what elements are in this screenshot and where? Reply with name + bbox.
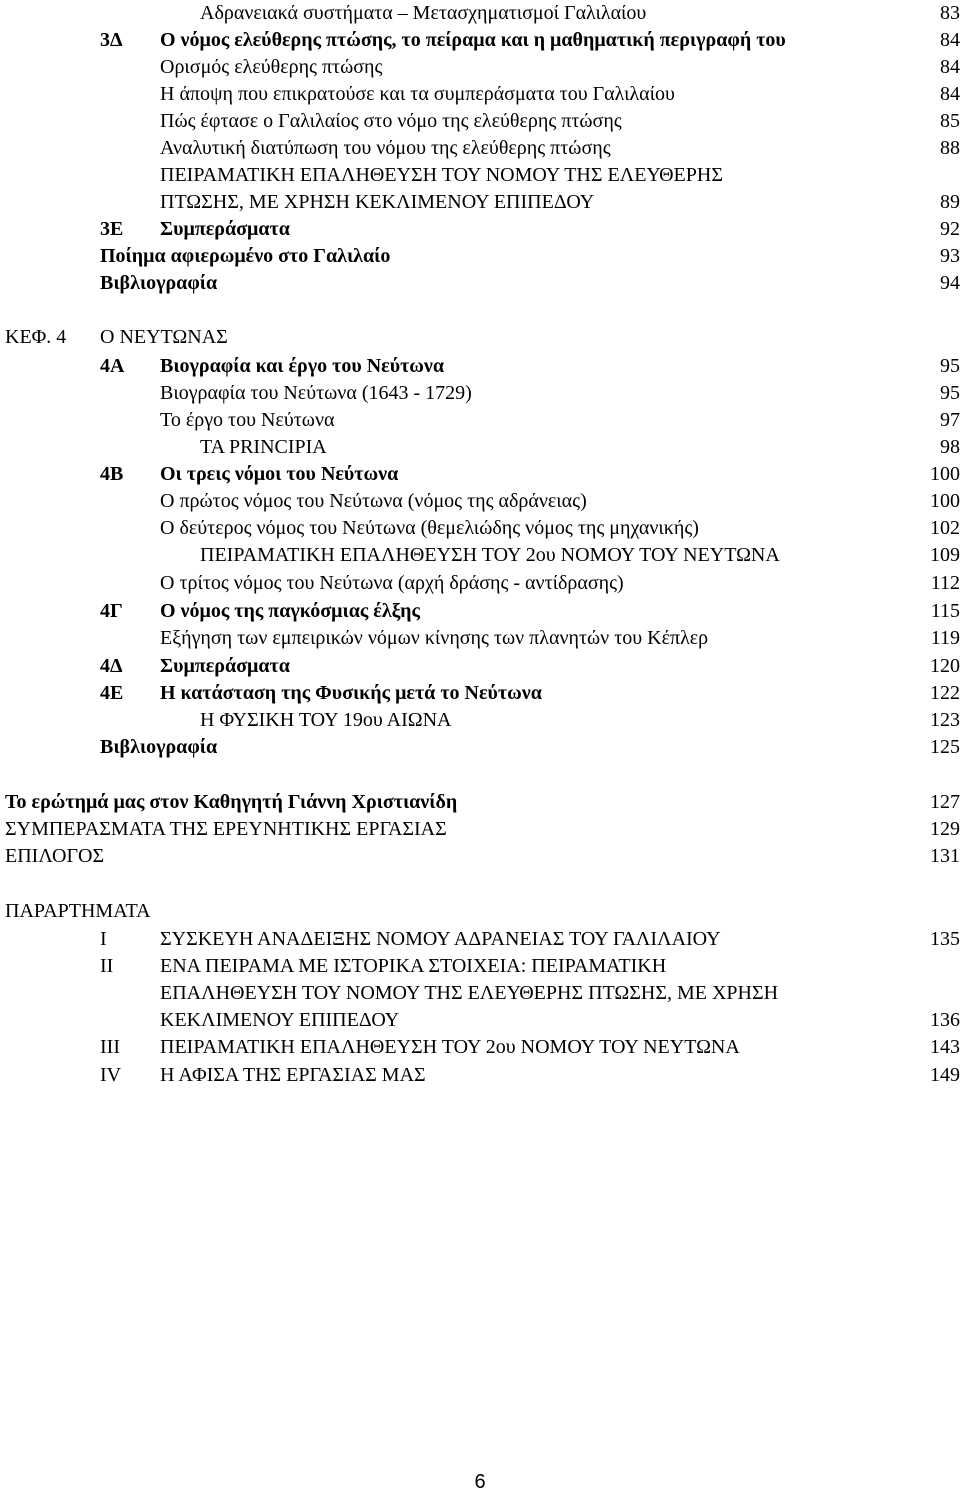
toc-entry-page: 131 [930,845,960,867]
toc-entry-page: 83 [940,2,960,24]
toc-entry-title: Η κατάσταση της Φυσικής μετά το Νεύτωνα [160,682,542,704]
chapter-title: Ο ΝΕΥΤΩΝΑΣ [100,326,228,348]
toc-entry-page: 102 [930,517,960,539]
section-code: 4Ε [100,682,124,704]
appendix-title-cont: ΚΕΚΛΙΜΕΝΟΥ ΕΠΙΠΕΔΟΥ [160,1009,400,1031]
toc-entry-page: 84 [940,83,960,105]
toc-entry-page: 84 [940,29,960,51]
toc-entry-title: ΠΕΙΡΑΜΑΤΙΚΗ ΕΠΑΛΗΘΕΥΣΗ ΤΟΥ ΝΟΜΟΥ ΤΗΣ ΕΛΕΥΘΕΡΗΣ [160,164,723,186]
toc-entry-title: Εξήγηση των εμπειρικών νόμων κίνησης των πλανητών του Κέπλερ [160,627,709,649]
toc-entry-page: 120 [930,655,960,677]
toc-entry-title: Το ερώτημά μας στον Καθηγητή Γιάννη Χριστιανίδη [5,791,458,813]
page-number: 6 [474,1471,486,1493]
appendices-heading: ΠΑΡΑΡΤΗΜΑΤΑ [5,900,151,922]
toc-entry-title: Συμπεράσματα [160,655,290,677]
appendix-title: ΕΝΑ ΠΕΙΡΑΜΑ ΜΕ ΙΣΤΟΡΙΚΑ ΣΤΟΙΧΕΙΑ: ΠΕΙΡΑΜΑΤΙΚΗ [160,955,667,977]
toc-entry-page: 123 [930,709,960,731]
toc-entry-page: 84 [940,56,960,78]
toc-entry-page: 136 [930,1009,960,1031]
toc-entry-title: Οι τρεις νόμοι του Νεύτωνα [160,463,399,485]
toc-entry-title: ΕΠΙΛΟΓΟΣ [5,845,105,867]
chapter-label: ΚΕΦ. 4 [5,326,67,348]
appendix-title: ΠΕΙΡΑΜΑΤΙΚΗ ΕΠΑΛΗΘΕΥΣΗ ΤΟΥ 2ου ΝΟΜΟΥ ΤΟΥ ΝΕΥΤΩΝΑ [160,1036,740,1058]
toc-entry-title: Βιβλιογραφία [100,272,218,294]
toc-entry-title: Η ΦΥΣΙΚΗ ΤΟΥ 19ου ΑΙΩΝΑ [200,709,452,731]
toc-entry-page: 100 [930,490,960,512]
toc-entry-page: 85 [940,110,960,132]
toc-entry-title: Η άποψη που επικρατούσε και τα συμπεράσματα του Γαλιλαίου [160,83,675,105]
toc-entry-title: Το έργο του Νεύτωνα [160,409,335,431]
toc-entry-page: 129 [930,818,960,840]
toc-entry-page: 95 [940,382,960,404]
section-code: 4Α [100,355,125,377]
toc-entry-title: Βιογραφία και έργο του Νεύτωνα [160,355,445,377]
toc-entry-title: Ορισμός ελεύθερης πτώσης [160,56,383,78]
toc-entry-page: 100 [930,463,960,485]
toc-entry-page: 92 [940,218,960,240]
appendix-number: I [100,928,107,950]
appendix-number: IV [100,1064,122,1086]
section-code: 4Γ [100,600,123,622]
toc-entry-page: 97 [940,409,960,431]
toc-entry-page: 149 [930,1064,960,1086]
toc-entry-page: 98 [940,436,960,458]
toc-entry-title: Συμπεράσματα [160,218,290,240]
appendix-number: II [100,955,114,977]
toc-entry-title: Ποίημα αφιερωμένο στο Γαλιλαίο [100,245,391,267]
section-code: 4Δ [100,655,123,677]
appendix-title: ΣΥΣΚΕΥΗ ΑΝΑΔΕΙΞΗΣ ΝΟΜΟΥ ΑΔΡΑΝΕΙΑΣ ΤΟΥ ΓΑΛΙΛΑΙΟΥ [160,928,721,950]
toc-entry-title: Αδρανειακά συστήματα – Μετασχηματισμοί Γαλιλαίου [200,2,647,24]
toc-entry-title: Ο νόμος της παγκόσμιας έλξης [160,600,420,622]
toc-entry-title: Βιβλιογραφία [100,736,218,758]
toc-entry-title: Ο πρώτος νόμος του Νεύτωνα (νόμος της αδράνειας) [160,490,587,512]
toc-entry-page: 127 [930,791,960,813]
toc-entry-page: 143 [930,1036,960,1058]
toc-entry-title: Βιογραφία του Νεύτωνα (1643 - 1729) [160,382,472,404]
toc-entry-page: 93 [940,245,960,267]
toc-entry-page: 122 [930,682,960,704]
toc-entry-page: 95 [940,355,960,377]
appendix-number: III [100,1036,120,1058]
toc-entry-page: 109 [930,544,960,566]
section-code: 4Β [100,463,124,485]
toc-entry-page: 119 [930,627,960,649]
appendix-title-cont: ΕΠΑΛΗΘΕΥΣΗ ΤΟΥ ΝΟΜΟΥ ΤΗΣ ΕΛΕΥΘΕΡΗΣ ΠΤΩΣΗΣ, ΜΕ ΧΡΗΣΗ [160,982,779,1004]
toc-entry-page: 135 [930,928,960,950]
toc-entry-page: 125 [930,736,960,758]
section-code: 3Ε [100,218,124,240]
toc-entry-page: 89 [940,191,960,213]
toc-entry-title: ΣΥΜΠΕΡΑΣΜΑΤΑ ΤΗΣ ΕΡΕΥΝΗΤΙΚΗΣ ΕΡΓΑΣΙΑΣ [5,818,447,840]
toc-entry-page: 88 [940,137,960,159]
toc-entry-title: ΤΑ PRINCIPIA [200,436,327,458]
toc-entry-page: 115 [930,600,960,622]
toc-entry-title-cont: ΠΤΩΣΗΣ, ΜΕ ΧΡΗΣΗ ΚΕΚΛΙΜΕΝΟΥ ΕΠΙΠΕΔΟΥ [160,191,595,213]
toc-entry-title: Ο νόμος ελεύθερης πτώσης, το πείραμα και η μαθηματική περιγραφή του [160,29,786,51]
toc-entry-title: Αναλυτική διατύπωση του νόμου της ελεύθερης πτώσης [160,137,611,159]
toc-entry-page: 112 [930,572,960,594]
toc-entry-page: 94 [940,272,960,294]
appendix-title: Η ΑΦΙΣΑ ΤΗΣ ΕΡΓΑΣΙΑΣ ΜΑΣ [160,1064,426,1086]
toc-entry-title: Ο δεύτερος νόμος του Νεύτωνα (θεμελιώδης νόμος της μηχανικής) [160,517,699,539]
section-code: 3Δ [100,29,123,51]
toc-entry-title: Ο τρίτος νόμος του Νεύτωνα (αρχή δράσης - αντίδρασης) [160,572,624,594]
toc-entry-title: ΠΕΙΡΑΜΑΤΙΚΗ ΕΠΑΛΗΘΕΥΣΗ ΤΟΥ 2ου ΝΟΜΟΥ ΤΟΥ ΝΕΥΤΩΝΑ [200,544,780,566]
toc-entry-title: Πώς έφτασε ο Γαλιλαίος στο νόμο της ελεύθερης πτώσης [160,110,622,132]
